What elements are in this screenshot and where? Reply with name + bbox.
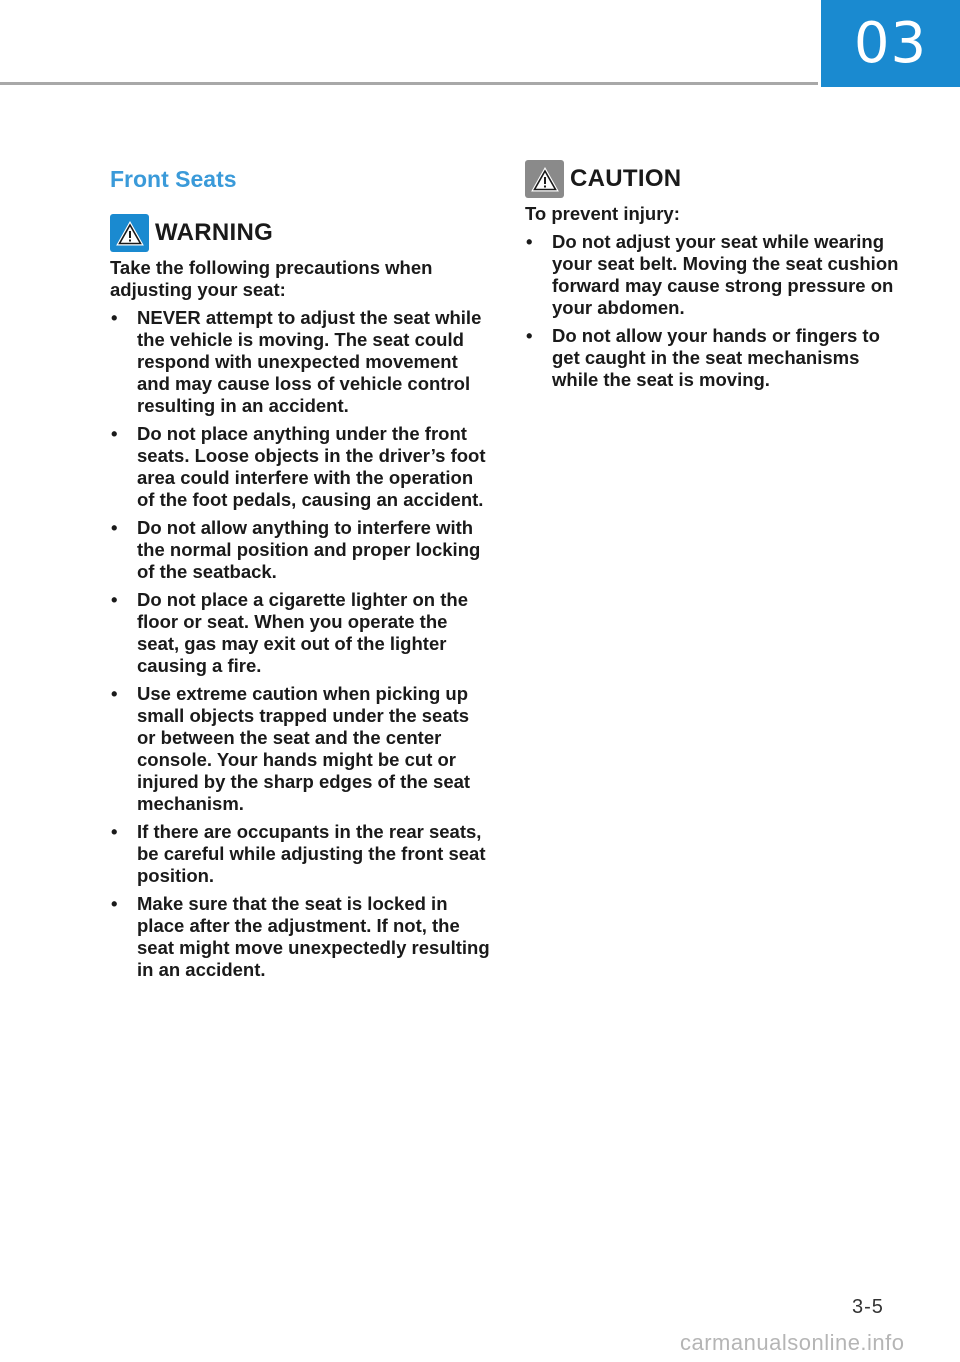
list-item [110,821,490,887]
list-item [525,325,905,391]
list-item [525,231,905,319]
warning-list [110,307,490,987]
bullet-marker: • [111,821,118,842]
bullet-marker: • [111,423,118,444]
list-item [110,683,490,815]
list-item-text: Do not place anything under the front seats. Loose objects in the driver’s foot area could interfere with the operation of the foot pedals, causing an accident. [137,423,486,510]
bullet-marker: • [111,589,118,610]
bullet-marker: • [526,325,533,346]
warning-intro: Take the following precautions when adjusting your seat: [110,257,433,300]
warning-triangle-icon [525,160,564,198]
bullet-marker: • [526,231,533,252]
caution-label: CAUTION [570,165,682,192]
list-item-text: NEVER attempt to adjust the seat while the vehicle is moving. The seat could respond with unexpected movement and may cause loss of vehicle control resulting in an accident. [137,307,482,416]
warning-header [110,214,273,252]
list-item-text: Use extreme caution when picking up small objects trapped under the seats or between the seat and the center console. Your hands might be cut or injured by the sharp edges of the seat mechanism. [137,683,471,814]
chapter-tab [821,0,960,87]
list-item-text: If there are occupants in the rear seats, be careful while adjusting the front seat position. [137,821,486,886]
warning-triangle-icon [110,214,149,252]
caution-intro: To prevent injury: [525,203,680,224]
list-item [110,307,490,417]
bullet-marker: • [111,307,118,328]
list-item [110,517,490,583]
page-number: 3-5 [852,1296,884,1318]
header-rule [0,82,818,85]
list-item-text: Do not adjust your seat while wearing your seat belt. Moving the seat cushion forward may cause strong pressure on your abdomen. [552,231,899,318]
chapter-number: 03 [853,11,928,76]
caution-header [525,160,681,198]
list-item [110,423,490,511]
list-item-text: Do not place a cigarette lighter on the floor or seat. When you operate the seat, gas may exit out of the lighter causing a fire. [137,589,468,676]
list-item-text: Do not allow your hands or fingers to get caught in the seat mechanisms while the seat is moving. [552,325,880,390]
bullet-marker: • [111,893,118,914]
bullet-marker: • [111,517,118,538]
list-item-text: Do not allow anything to interfere with the normal position and proper locking of the seatback. [137,517,481,582]
caution-list [525,231,905,397]
list-item-text: Make sure that the seat is locked in place after the adjustment. If not, the seat might move unexpectedly resulting in an accident. [137,893,490,980]
bullet-marker: • [111,683,118,704]
watermark: carmanualsonline.info [680,1330,905,1355]
list-item [110,893,490,981]
section-title: Front Seats [110,166,237,192]
warning-label: WARNING [155,219,274,246]
list-item [110,589,490,677]
